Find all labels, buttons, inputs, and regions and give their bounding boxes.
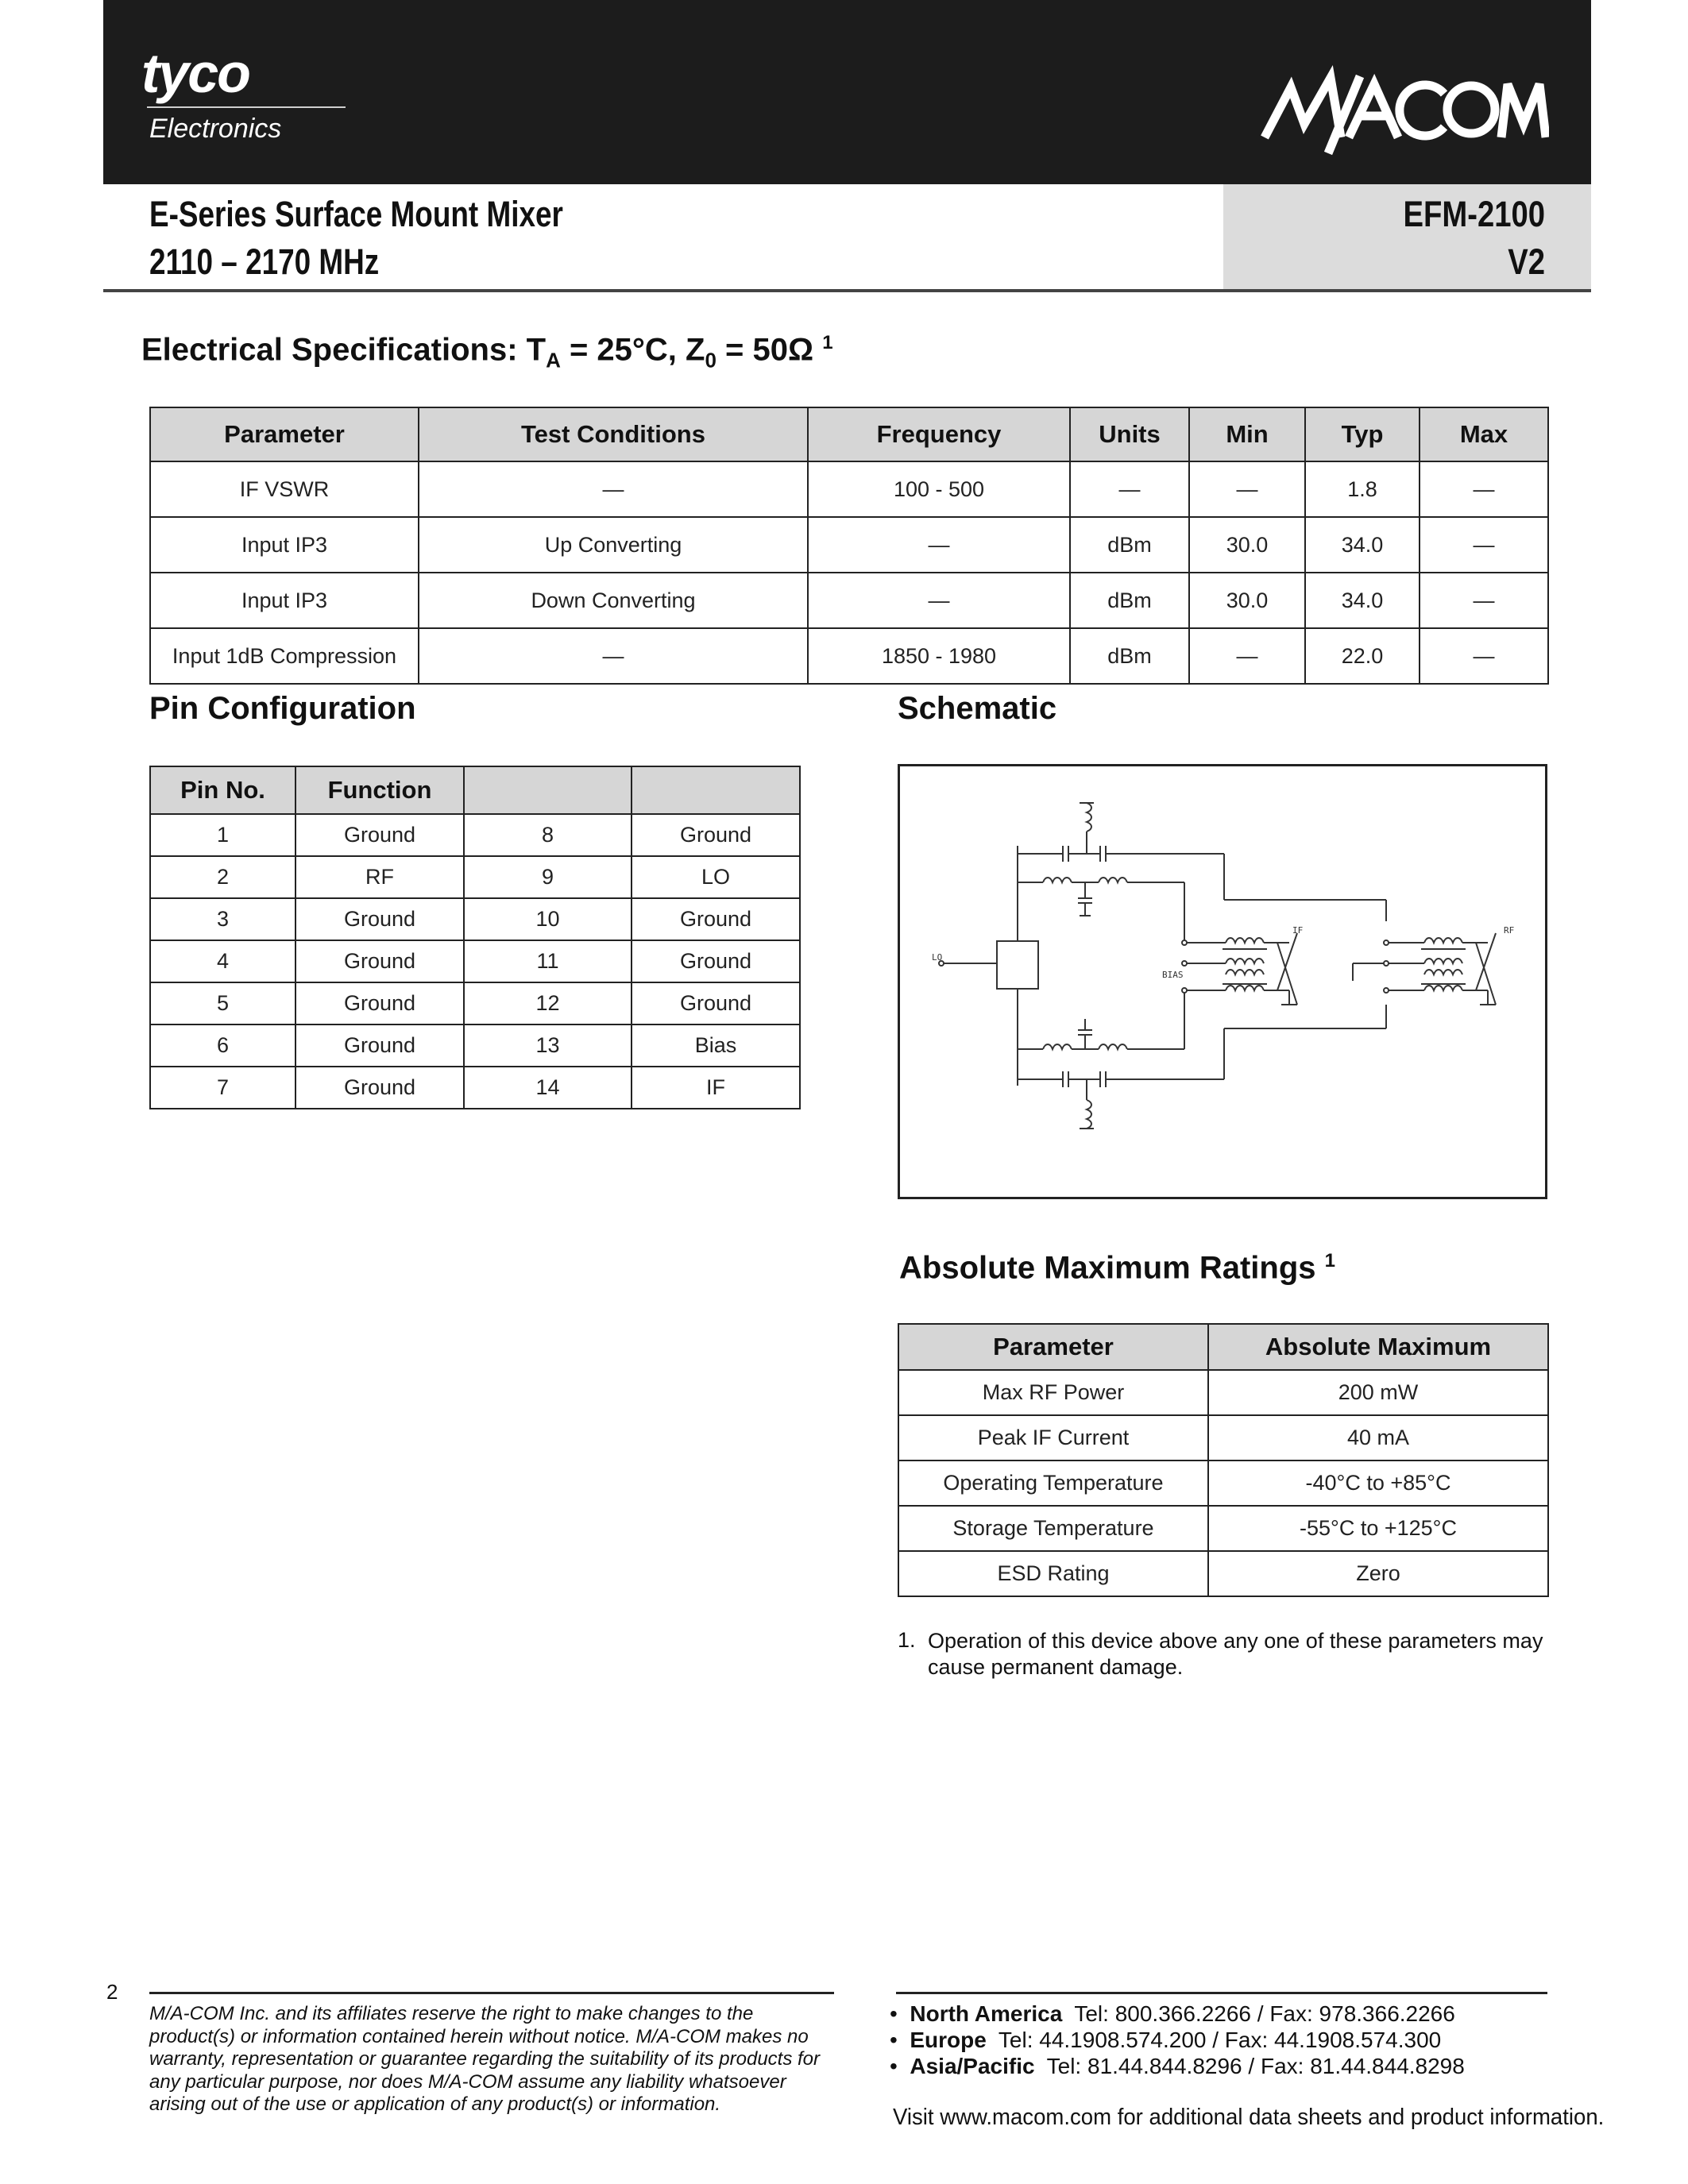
transformer-winding — [1226, 970, 1264, 974]
absolute-maximum-ratings-heading: Absolute Maximum Ratings $^1$ — [899, 1250, 1335, 1286]
column-header: Parameter — [898, 1324, 1208, 1370]
electrical-specifications-heading: Electrical Specifications: $T_A = 25^\circ C$, $Z_0 = 50\Omega$ $^1$ — [141, 332, 833, 372]
table-cell: 200 mW — [1208, 1370, 1548, 1415]
table-cell: -55°C to +125°C — [1208, 1506, 1548, 1551]
schematic-label-bias: BIAS — [1162, 970, 1184, 980]
schematic-label-if: IF — [1292, 925, 1304, 936]
contact-details: Tel: 81.44.844.8296 / Fax: 81.44.844.8298 — [1046, 2054, 1465, 2078]
pin-number: 7 — [150, 1067, 295, 1109]
table-row — [898, 1551, 1548, 1596]
pin-number: 5 — [150, 982, 295, 1024]
column-header: Typ — [1305, 407, 1420, 461]
contact-region: North America — [910, 2001, 1063, 2026]
table-cell: — — [1420, 628, 1548, 684]
table-cell: dBm — [1070, 517, 1189, 573]
table-cell: Peak IF Current — [898, 1415, 1208, 1461]
legal-disclaimer: M/A-COM Inc. and its affiliates reserve the right to make changes to the product(s) or information contained herein without notice. M/A-COM makes no warranty, representation or guarantee regarding the suitability of its products for any particular purpose, nor does M/A-COM assume any liability whatsoever arising out of the use or application of any product(s) or information. — [149, 2003, 821, 2115]
pin-number: 11 — [464, 940, 632, 982]
table-row — [150, 628, 1548, 684]
table-cell: dBm — [1070, 573, 1189, 628]
inductor — [1099, 1044, 1127, 1049]
pin-function: Ground — [632, 898, 800, 940]
pin-number: 2 — [150, 856, 295, 898]
schematic-heading: Schematic — [898, 691, 1057, 726]
pin-function: Ground — [295, 898, 464, 940]
table-cell: — — [1070, 461, 1189, 517]
table-cell: ESD Rating — [898, 1551, 1208, 1596]
table-row — [150, 517, 1548, 573]
footer-divider — [149, 1992, 834, 1994]
table-row — [898, 1415, 1548, 1461]
column-header: Test Conditions — [419, 407, 808, 461]
table-cell: IF VSWR — [150, 461, 419, 517]
table-cell: Max RF Power — [898, 1370, 1208, 1415]
table-row — [150, 461, 1548, 517]
bullet: • — [890, 2054, 898, 2078]
table-cell: — — [419, 628, 808, 684]
table-row — [150, 856, 800, 898]
column-header: Function — [295, 766, 464, 814]
column-header: Max — [1420, 407, 1548, 461]
frequency-range-title: 2110 – 2170 MHz — [149, 241, 380, 282]
pin-function: Ground — [295, 1067, 464, 1109]
contact-asia-pacific — [890, 2054, 1465, 2079]
table-cell: Up Converting — [419, 517, 808, 573]
table-cell: — — [808, 573, 1070, 628]
column-header: Parameter — [150, 407, 419, 461]
table-cell: — — [808, 517, 1070, 573]
bullet: • — [890, 2028, 898, 2052]
contact-region: Europe — [910, 2028, 987, 2052]
transformer-winding — [1226, 938, 1264, 943]
footnote-text: Operation of this device above any one of these parameters may cause permanent damage. — [928, 1629, 1543, 1679]
table-cell: — — [1189, 628, 1305, 684]
column-header: Pin No. — [150, 766, 295, 814]
pin-number: 12 — [464, 982, 632, 1024]
table-row — [898, 1461, 1548, 1506]
inductor — [1043, 1044, 1072, 1049]
inductor — [1099, 878, 1127, 882]
table-cell: Storage Temperature — [898, 1506, 1208, 1551]
part-number: EFM-2100 — [1403, 194, 1545, 234]
column-header: Frequency — [808, 407, 1070, 461]
table-cell: — — [419, 461, 808, 517]
table-cell: -40°C to +85°C — [1208, 1461, 1548, 1506]
title-divider — [103, 289, 1591, 292]
schematic-frame — [898, 764, 1547, 1199]
column-header — [464, 766, 632, 814]
table-cell: 34.0 — [1305, 517, 1420, 573]
website-note: Visit www.macom.com for additional data sheets and product information. — [893, 2105, 1605, 2130]
pin-function: LO — [632, 856, 800, 898]
table-cell: Input 1dB Compression — [150, 628, 419, 684]
pin-function: IF — [632, 1067, 800, 1109]
macom-logo — [1255, 62, 1549, 161]
table-cell: Zero — [1208, 1551, 1548, 1596]
pin-number: 14 — [464, 1067, 632, 1109]
table-cell: 1850 - 1980 — [808, 628, 1070, 684]
contact-region: Asia/Pacific — [910, 2054, 1035, 2078]
pin-number: 6 — [150, 1024, 295, 1067]
table-row — [898, 1370, 1548, 1415]
part-version: V2 — [1508, 241, 1545, 282]
pin-function: Ground — [632, 982, 800, 1024]
document-title: E-Series Surface Mount Mixer — [149, 194, 563, 234]
pin-number: 9 — [464, 856, 632, 898]
table-header-row — [150, 407, 1548, 461]
transformer-winding — [1424, 986, 1462, 990]
pin-function: Bias — [632, 1024, 800, 1067]
electrical-specifications-table — [149, 407, 1549, 685]
inductor — [1087, 803, 1091, 832]
pin-function: Ground — [295, 814, 464, 856]
table-cell: — — [1420, 517, 1548, 573]
contact-europe — [890, 2028, 1441, 2053]
pin-number: 1 — [150, 814, 295, 856]
table-cell: 40 mA — [1208, 1415, 1548, 1461]
table-row — [898, 1506, 1548, 1551]
pin-configuration-table — [149, 766, 801, 1109]
table-header-row — [898, 1324, 1548, 1370]
schematic-label-rf: RF — [1504, 925, 1515, 936]
transformer-winding — [1226, 959, 1264, 963]
table-row — [150, 1067, 800, 1109]
table-row — [150, 982, 800, 1024]
table-cell: 30.0 — [1189, 517, 1305, 573]
table-cell: 34.0 — [1305, 573, 1420, 628]
pin-number: 13 — [464, 1024, 632, 1067]
table-cell: 22.0 — [1305, 628, 1420, 684]
footnote-number: 1. — [898, 1628, 916, 1652]
pin-number: 4 — [150, 940, 295, 982]
contact-details: Tel: 800.366.2266 / Fax: 978.366.2266 — [1074, 2001, 1455, 2026]
table-row — [150, 940, 800, 982]
table-cell: dBm — [1070, 628, 1189, 684]
transformer-winding — [1424, 970, 1462, 974]
table-cell: Input IP3 — [150, 573, 419, 628]
pin-number: 10 — [464, 898, 632, 940]
column-header: Min — [1189, 407, 1305, 461]
table-cell: Operating Temperature — [898, 1461, 1208, 1506]
tyco-logo-subtitle: Electronics — [149, 114, 282, 144]
table-cell: 1.8 — [1305, 461, 1420, 517]
schematic-label-lo: LO — [932, 952, 943, 963]
pin-number: 8 — [464, 814, 632, 856]
table-cell: — — [1420, 573, 1548, 628]
transformer-winding — [1226, 986, 1264, 990]
inductor — [1043, 878, 1072, 882]
pin-number: 3 — [150, 898, 295, 940]
table-cell: — — [1189, 461, 1305, 517]
pin-function: Ground — [295, 1024, 464, 1067]
footer-divider — [896, 1992, 1547, 1994]
contact-north-america — [890, 2001, 1455, 2027]
absolute-maximum-ratings-table — [898, 1323, 1549, 1597]
pin-function: Ground — [295, 982, 464, 1024]
pin-function: Ground — [632, 814, 800, 856]
transformer-winding — [1424, 938, 1462, 943]
table-cell: Down Converting — [419, 573, 808, 628]
transformer-winding — [1424, 959, 1462, 963]
pin-function: Ground — [295, 940, 464, 982]
table-cell: Input IP3 — [150, 517, 419, 573]
pin-function: Ground — [632, 940, 800, 982]
table-cell: — — [1420, 461, 1548, 517]
table-cell: 30.0 — [1189, 573, 1305, 628]
balun-block — [997, 941, 1038, 989]
table-row — [150, 1024, 800, 1067]
tyco-logo-rule — [147, 106, 346, 108]
tyco-logo: tyco — [141, 42, 249, 104]
table-header-row — [150, 766, 800, 814]
column-header: Units — [1070, 407, 1189, 461]
inductor — [1087, 1100, 1091, 1129]
table-cell: 100 - 500 — [808, 461, 1070, 517]
page-number: 2 — [106, 1980, 118, 2004]
pin-configuration-heading: Pin Configuration — [149, 691, 416, 726]
table-row — [150, 573, 1548, 628]
column-header: Absolute Maximum — [1208, 1324, 1548, 1370]
table-row — [150, 814, 800, 856]
table-row — [150, 898, 800, 940]
column-header — [632, 766, 800, 814]
pin-function: RF — [295, 856, 464, 898]
contact-details: Tel: 44.1908.574.200 / Fax: 44.1908.574.300 — [998, 2028, 1442, 2052]
bullet: • — [890, 2001, 898, 2026]
schematic-diagram — [900, 766, 1545, 1197]
